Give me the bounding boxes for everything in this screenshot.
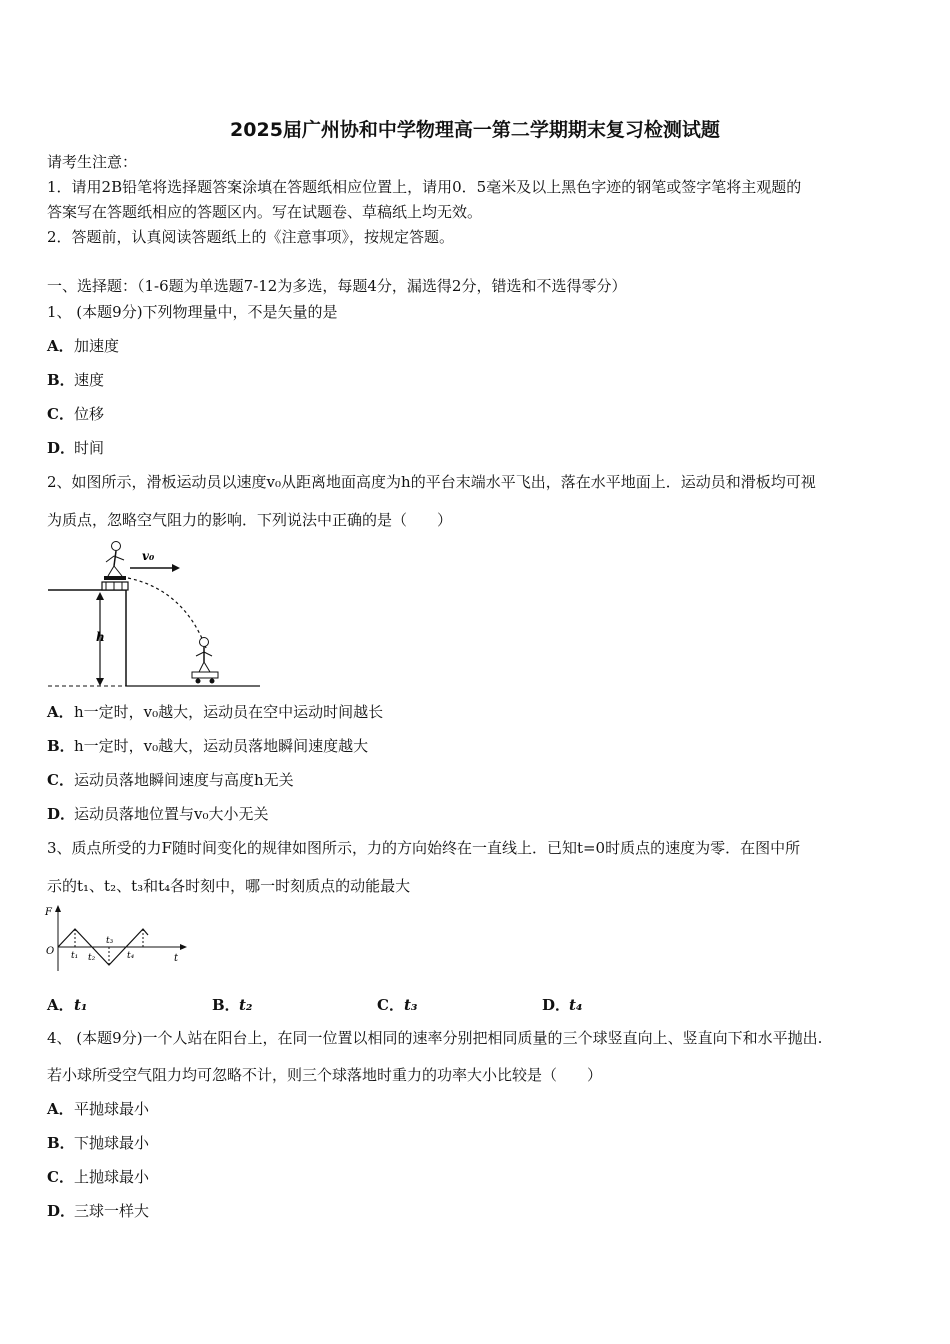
force-time-graph [42,903,192,975]
q1-stem: 1、 (本题9分)下列物理量中，不是矢量的是 [47,303,338,321]
option-label: C． [47,405,74,423]
option-text: 三球一样大 [74,1202,150,1220]
option-text: 运动员落地位置与v₀大小无关 [74,805,269,823]
option-text: 平抛球最小 [74,1100,150,1118]
option-label: D． [47,805,76,823]
option-label: B． [212,996,240,1014]
tick-label: t₂ [88,953,96,963]
option-text: t₁ [74,996,88,1014]
x-axis-label: t [174,953,179,964]
q3-option-a[interactable] [47,994,88,1015]
q1-option-a[interactable] [47,336,119,356]
option-text: h一定时，v₀越大，运动员在空中运动时间越长 [74,703,384,721]
q1-option-c[interactable] [47,404,104,424]
velocity-label: v₀ [142,549,155,563]
option-text: 上抛球最小 [74,1168,150,1186]
option-text: 时间 [74,439,105,457]
notice-heading: 请考生注意： [47,153,138,171]
skateboard-figure [44,538,264,690]
option-label: C． [47,771,74,789]
option-label: A． [47,703,74,721]
q4-option-b[interactable] [47,1133,149,1153]
option-label: D． [542,996,571,1014]
option-label: D． [47,439,76,457]
q3-stem: 3、质点所受的力F随时间变化的规律如图所示，力的方向始终在一直线上．已知t=0时质点的速度为零．在图中所 [47,839,801,857]
option-label: B． [47,1134,75,1152]
q2-option-d[interactable] [47,804,269,824]
q4-stem: 若小球所受空气阻力均可忽略不计，则三个球落地时重力的功率大小比较是（ ） [47,1066,603,1084]
page-title: 2025届广州协和中学物理高一第二学期期末复习检测试题 [230,119,720,141]
option-text: t₄ [569,996,583,1014]
section-heading: 一、选择题：（1-6题为单选题7-12为多选，每题4分，漏选得2分，错选和不选得零分） [47,277,627,295]
q2-option-b[interactable] [47,736,368,756]
tick-label: t₃ [106,936,114,946]
tick-label: t₄ [127,951,135,961]
q2-stem: 为质点，忽略空气阻力的影响．下列说法中正确的是（ ） [47,511,453,529]
q1-option-b[interactable] [47,370,104,390]
option-text: h一定时，v₀越大，运动员落地瞬间速度越大 [74,737,369,755]
option-text: 速度 [74,371,105,389]
q2-stem: 2、如图所示，滑板运动员以速度v₀从距离地面高度为h的平台末端水平飞出，落在水平地面上．运动员和滑板均可视 [47,473,816,491]
option-label: A． [47,1100,74,1118]
option-label: C． [47,1168,74,1186]
notice-item: 2．答题前，认真阅读答题纸上的《注意事项》，按规定答题。 [47,228,455,246]
q1-option-d[interactable] [47,438,104,458]
option-text: t₃ [404,996,418,1014]
q3-option-b[interactable] [212,994,253,1015]
q3-option-c[interactable] [377,994,418,1015]
option-text: 运动员落地瞬间速度与高度h无关 [74,771,294,789]
option-label: A． [47,337,74,355]
option-text: 下抛球最小 [74,1134,150,1152]
q4-option-c[interactable] [47,1167,149,1187]
option-text: 加速度 [74,337,120,355]
option-label: C． [377,996,404,1014]
y-axis-label: F [45,907,52,918]
option-text: t₂ [239,996,253,1014]
q4-stem: 4、 (本题9分)一个人站在阳台上，在同一位置以相同的速率分别把相同质量的三个球竖直向上、竖直向下和水平抛出. [47,1029,823,1047]
q4-option-a[interactable] [47,1099,149,1119]
option-label: A． [47,996,74,1014]
q4-option-d[interactable] [47,1201,149,1221]
q3-stem: 示的t₁、t₂、t₃和t₄各时刻中，哪一时刻质点的动能最大 [47,877,411,895]
notice-item: 1．请用2B铅笔将选择题答案涂填在答题纸相应位置上，请用0．5毫米及以上黑色字迹的钢笔或签字笔将主观题的 [47,178,802,196]
height-label: h [96,630,105,644]
origin-label: O [46,946,55,957]
tick-label: t₁ [71,951,79,961]
q2-option-a[interactable] [47,702,383,722]
option-text: 位移 [74,405,105,423]
q3-option-d[interactable] [542,994,583,1015]
option-label: D． [47,1202,76,1220]
notice-item: 答案写在答题纸相应的答题区内。写在试题卷、草稿纸上均无效。 [47,203,483,221]
q2-option-c[interactable] [47,770,294,790]
option-label: B． [47,371,75,389]
option-label: B． [47,737,75,755]
